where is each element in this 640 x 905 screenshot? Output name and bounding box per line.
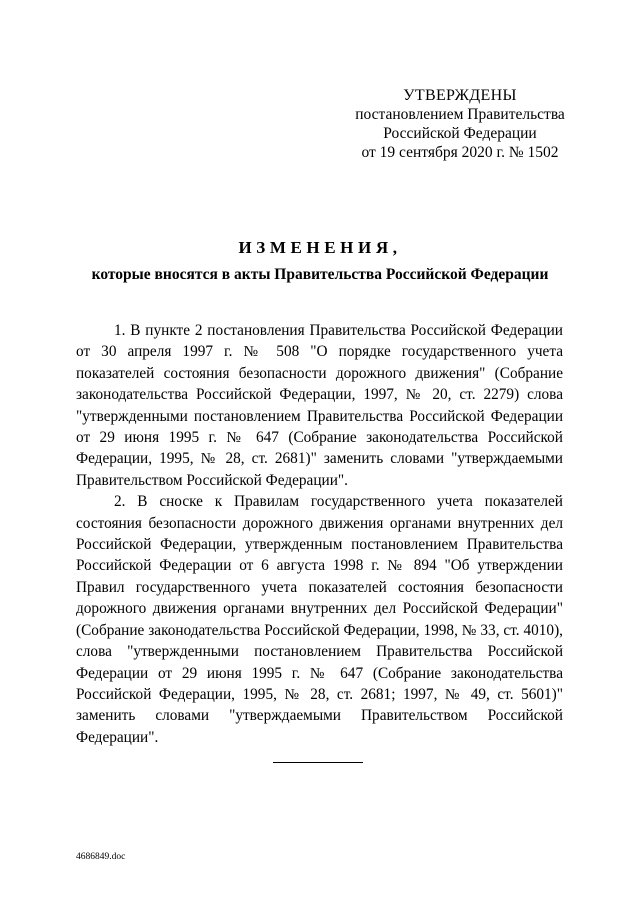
file-name-footer: 4686849.doc [76,852,126,862]
document-subtitle: которые вносятся в акты Правительства Российской Федерации [91,266,549,283]
approval-date-number: от 19 сентября 2020 г. № 1502 [361,144,559,161]
paragraph-2: 2. В сноске к Правилам государственного учета показателей состояния безопасности дорожного движения органами внутренних дел Российской Федерации, утвержденным постановлением Правительства Российской Федерации от 6 августа 1998 г. № 894 "Об утверждении Правил государственного учета показателей состояния безопасности дорожного движения органами внутренних дел Российской Федерации" (Собрание законодательства Российской Федерации, 1998, № 33, ст. 4010), слова "утвержденными постановлением Правительства Российской Федерации от 29 июня 1995 г. № 647 (Собрание законодательства Российской Федерации, 1995, № 28, ст. 2681; 1997, № 49, ст. 5601)" заменить словами "утверждаемыми Правительством Российской Федерации". [76,493,563,746]
approval-country-line: Российской Федерации [383,125,537,142]
paragraph-1: 1. В пункте 2 постановления Правительства Российской Федерации от 30 апреля 1997 г. № 508 "О порядке государственного учета показателей состояния безопасности дорожного движения" (Собрание законодательства Российской Федерации, 1997, № 20, ст. 2279) слова "утвержденными постановлением Правительства Российской Федерации от 29 июня 1995 г. № 647 (Собрание законодательства Российской Федерации, 1995, № 28, ст. 2681)" заменить словами "утверждаемыми Правительством Российской Федерации". [76,322,563,489]
document-body [76,320,563,748]
approval-authority-line: постановлением Правительства [355,106,565,123]
document-heading [0,237,640,285]
approval-stamp [340,86,580,162]
end-separator-line [273,762,363,763]
approval-heading: УТВЕРЖДЕНЫ [403,87,517,104]
document-title: ИЗМЕНЕНИЯ, [238,238,402,257]
